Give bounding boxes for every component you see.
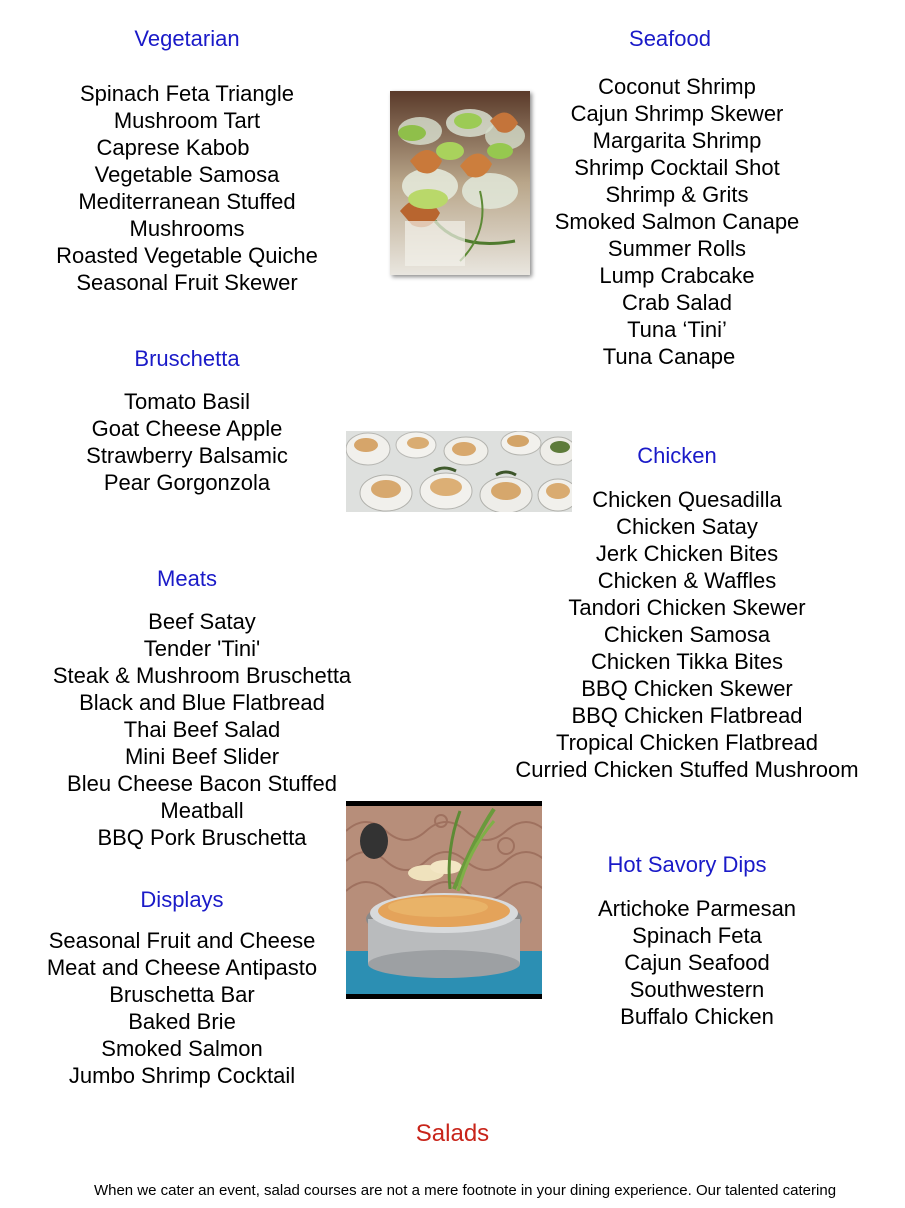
list-item: Shrimp Cocktail Shot (574, 155, 780, 180)
list-item: Tomato Basil (124, 389, 250, 414)
list-item: Mediterranean Stuffed (78, 189, 296, 214)
bruschetta-list (37, 388, 337, 496)
chicken-list (487, 486, 887, 783)
dip-illustration (346, 801, 542, 999)
vegetarian-heading: Vegetarian (134, 26, 240, 51)
displays-heading: Displays (140, 887, 224, 912)
list-item: BBQ Chicken Skewer (581, 676, 793, 701)
list-item: Chicken Quesadilla (592, 487, 782, 512)
shrimp-glasses-photo (390, 91, 530, 275)
meats-list (22, 608, 382, 851)
chicken-heading: Chicken (637, 443, 717, 468)
list-item: Coconut Shrimp (598, 74, 756, 99)
list-item: Meat and Cheese Antipasto (46, 955, 318, 980)
list-item: Cajun Shrimp Skewer (570, 101, 784, 126)
meats-heading: Meats (157, 566, 217, 591)
salads-description: When we cater an event, salad courses are not a mere footnote in your dining experience. Our talented catering (93, 1182, 837, 1199)
list-item: Bruschetta Bar (109, 982, 255, 1007)
list-item: Mushrooms (129, 216, 245, 241)
list-item: Summer Rolls (607, 236, 747, 261)
list-item: Shrimp & Grits (605, 182, 749, 207)
list-item: Tuna Canape (602, 344, 736, 369)
shrimp-illustration (390, 91, 530, 275)
list-item: Chicken & Waffles (597, 568, 777, 593)
list-item: Cajun Seafood (624, 950, 770, 975)
hot-dips-heading: Hot Savory Dips (607, 852, 767, 877)
hot-dips-list (547, 895, 847, 1030)
list-item: Smoked Salmon Canape (554, 209, 800, 234)
list-item: Strawberry Balsamic (86, 443, 288, 468)
vegetarian-list (37, 80, 337, 296)
salads-heading: Salads (415, 1120, 490, 1147)
list-item: Caprese Kabob (96, 135, 250, 160)
list-item: Beef Satay (148, 609, 256, 634)
list-item: Curried Chicken Stuffed Mushroom (515, 757, 859, 782)
list-item: Pear Gorgonzola (103, 470, 271, 495)
list-item: Baked Brie (128, 1009, 236, 1034)
list-item: Smoked Salmon (101, 1036, 263, 1061)
list-item: Steak & Mushroom Bruschetta (52, 663, 352, 688)
list-item: Seasonal Fruit Skewer (76, 270, 298, 295)
list-item: Southwestern (629, 977, 765, 1002)
list-item: Thai Beef Salad (123, 717, 281, 742)
list-item: Goat Cheese Apple (91, 416, 283, 441)
list-item: Chicken Samosa (603, 622, 771, 647)
bruschetta-heading: Bruschetta (134, 346, 240, 371)
list-item: Mini Beef Slider (124, 744, 280, 769)
list-item: Tropical Chicken Flatbread (555, 730, 819, 755)
list-item: Crab Salad (621, 290, 733, 315)
list-item: Meatball (160, 798, 244, 823)
list-item: Tender 'Tini' (143, 636, 261, 661)
list-item: Jumbo Shrimp Cocktail (68, 1063, 296, 1088)
displays-list (22, 927, 342, 1089)
list-item: Roasted Vegetable Quiche (56, 243, 318, 268)
list-item: Vegetable Samosa (94, 162, 280, 187)
list-item: Artichoke Parmesan (597, 896, 797, 921)
list-item: Seasonal Fruit and Cheese (48, 928, 316, 953)
seafood-heading: Seafood (629, 26, 711, 51)
list-item: Jerk Chicken Bites (595, 541, 779, 566)
list-item: Tandori Chicken Skewer (568, 595, 806, 620)
list-item: BBQ Chicken Flatbread (571, 703, 803, 728)
list-item: Mushroom Tart (113, 108, 261, 133)
list-item: Spinach Feta Triangle (79, 81, 295, 106)
list-item: Tuna ‘Tini’ (627, 317, 727, 342)
list-item: Black and Blue Flatbread (79, 690, 325, 715)
list-item: Lump Crabcake (599, 263, 755, 288)
list-item: Buffalo Chicken (620, 1004, 774, 1029)
list-item: Bleu Cheese Bacon Stuffed (67, 771, 337, 796)
dip-chafing-dish-photo (346, 801, 542, 999)
list-item: Chicken Tikka Bites (591, 649, 783, 674)
list-item: BBQ Pork Bruschetta (97, 825, 307, 850)
list-item: Margarita Shrimp (592, 128, 762, 153)
seafood-list (527, 73, 827, 370)
list-item: Spinach Feta (632, 923, 762, 948)
list-item: Chicken Satay (616, 514, 758, 539)
